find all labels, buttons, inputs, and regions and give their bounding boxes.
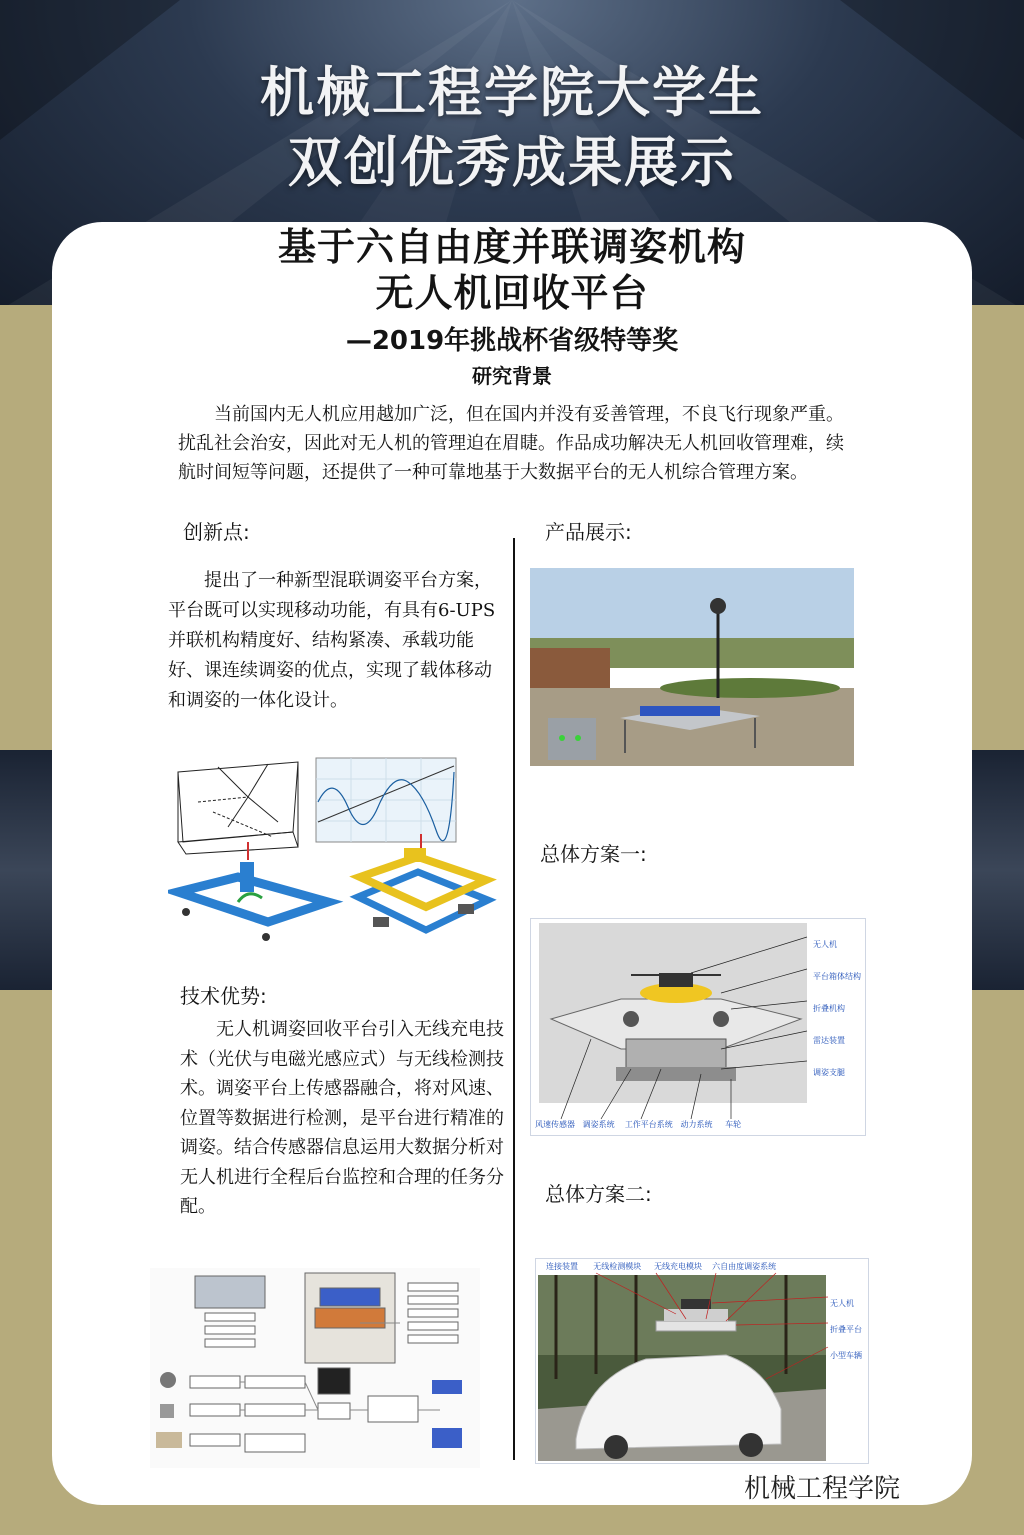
mechanism-diagrams — [168, 752, 498, 970]
header-line2: 双创优秀成果展示 — [288, 131, 736, 194]
callout-folding: 折叠机构 — [813, 1004, 845, 1013]
callout-drone: 无人机 — [813, 940, 837, 949]
system-block-diagram — [150, 1268, 480, 1468]
background-heading: 研究背景 — [472, 364, 552, 388]
advantage-label: 技术优势: — [180, 984, 267, 1008]
callout-radar: 雷达装置 — [813, 1036, 845, 1045]
advantage-text — [180, 1015, 505, 1222]
title-line2: 无人机回收平台 — [375, 271, 649, 315]
column-divider — [513, 538, 515, 1460]
scheme1-bottom-labels — [535, 1119, 741, 1130]
scheme2-callouts — [830, 1291, 862, 1369]
project-title — [52, 224, 972, 360]
callout-legs: 调姿支腿 — [813, 1068, 845, 1077]
oscillation-graph — [316, 758, 456, 842]
blue-base-frame — [178, 842, 328, 941]
innovation-paragraph: 提出了一种新型混联调姿平台方案，平台既可以实现移动功能，有具有6-UPS并联机构精度好、结构紧凑、承载功能好、课连续调姿的优点，实现了载体移动和调姿的一体化设计。 — [168, 570, 496, 711]
scheme2-label: 总体方案二: — [545, 1182, 652, 1206]
label-connector: 连接装置 — [546, 1262, 578, 1271]
label-6dof: 六自由度调姿系统 — [712, 1262, 777, 1271]
callout-platform-box: 平台箱体结构 — [813, 972, 861, 981]
scheme2-figure — [535, 1258, 869, 1464]
title-line1: 基于六自由度并联调姿机构 — [277, 225, 746, 269]
kinematic-wireframe — [178, 762, 298, 854]
product-label: 产品展示: — [545, 520, 632, 544]
callout2-vehicle: 小型车辆 — [830, 1351, 862, 1360]
award-line: —2019年挑战杯省级特等奖 — [345, 326, 679, 356]
scheme1-label: 总体方案一: — [540, 842, 647, 866]
label-wind-sensor: 风速传感器 — [535, 1120, 575, 1129]
scheme1-figure — [530, 918, 866, 1136]
label-wheels: 车轮 — [725, 1120, 742, 1129]
yellow-platform — [358, 834, 488, 930]
callout2-drone: 无人机 — [830, 1299, 854, 1308]
label-attitude-system: 调姿系统 — [582, 1120, 615, 1129]
label-power-system: 动力系统 — [680, 1120, 713, 1129]
product-photo — [530, 568, 854, 766]
footer-school: 机械工程学院 — [743, 1474, 900, 1504]
poster-header — [0, 58, 1024, 198]
callout2-folding-platform: 折叠平台 — [830, 1325, 862, 1334]
advantage-paragraph: 无人机调姿回收平台引入无线充电技术（光伏与电磁光感应式）与无线检测技术。调姿平台上传感器融合，将对风速、位置等数据进行检测，是平台进行精准的调姿。结合传感器信息运用大数据分析对无人机进行全程后台监控和合理的任务分配。 — [180, 1019, 504, 1217]
background-paragraph: 当前国内无人机应用越加广泛，但在国内并没有妥善管理，不良飞行现象严重。扰乱社会治安，因此对无人机的管理迫在眉睫。作品成功解决无人机回收管理难，续航时间短等问题，还提供了一种可靠地基于大数据平台的无人机综合管理方案。 — [178, 404, 844, 483]
innovation-text — [168, 566, 498, 716]
label-wireless-detect: 无线检测模块 — [593, 1262, 642, 1271]
header-line1: 机械工程学院大学生 — [260, 61, 764, 124]
label-wireless-charge: 无线充电模块 — [653, 1262, 702, 1271]
background-text — [178, 400, 860, 487]
innovation-label: 创新点: — [183, 520, 250, 544]
scheme1-callouts — [813, 929, 861, 1089]
scheme2-render — [536, 1259, 868, 1463]
label-work-platform: 工作平台系统 — [624, 1120, 673, 1129]
